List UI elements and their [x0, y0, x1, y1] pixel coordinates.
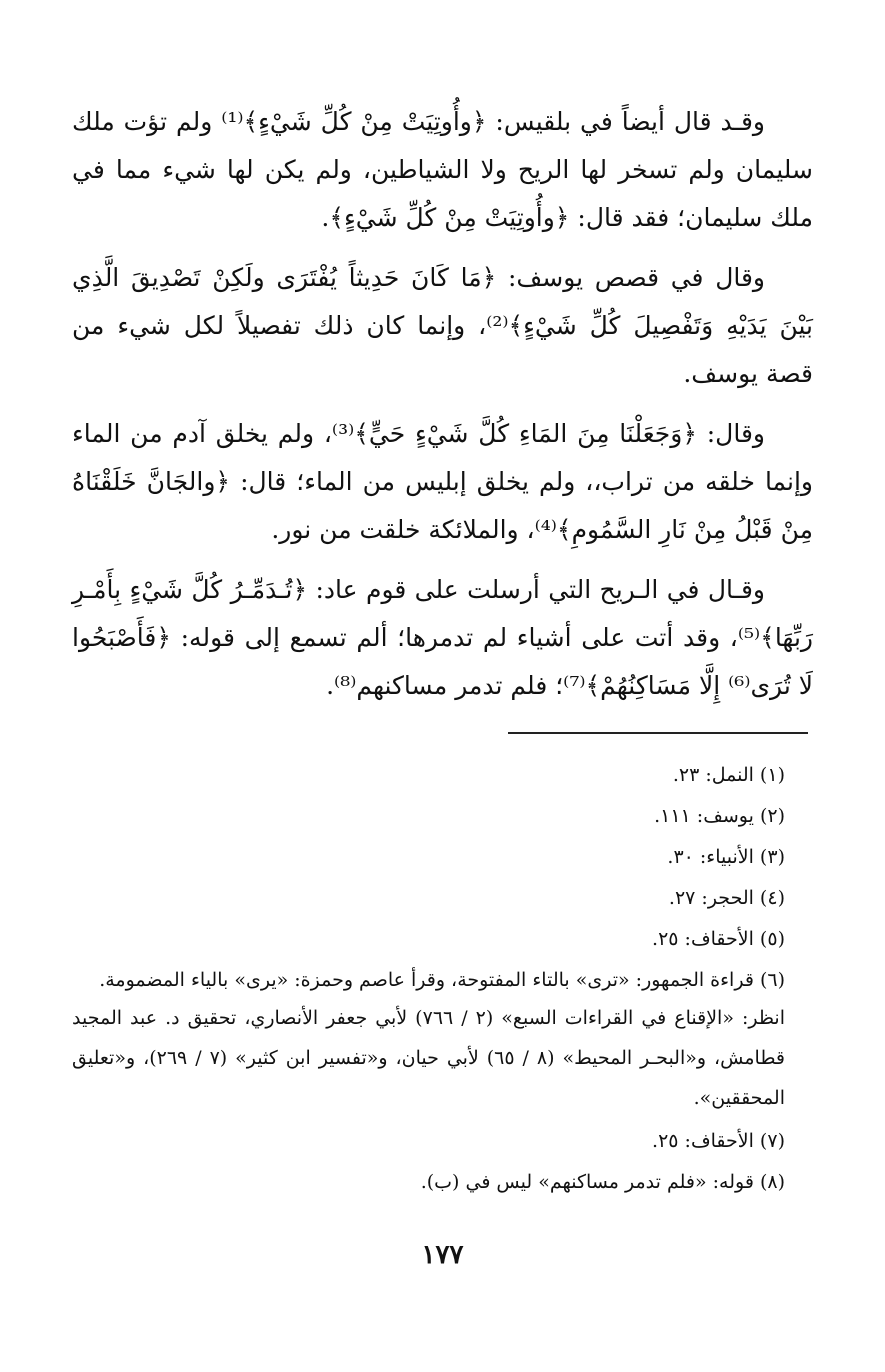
footnote-6: (٦) قراءة الجمهور: «ترى» بالتاء المفتوحة، وقرأ عاصم وحمزة: «يرى» بالياء المضمومة. — [99, 969, 785, 991]
footnote-1: (١) النمل: ٢٣. — [672, 764, 785, 786]
main-text — [72, 98, 813, 722]
page-number: ١٧٧ — [421, 1240, 464, 1270]
footnotes — [72, 758, 785, 1206]
paragraph-1: وقـد قال أيضاً في بلقيس: ﴿وأُوتِيَتْ مِنْ كُلِّ شَيْءٍ﴾⁽¹⁾ ولم تؤت ملك سليمان ولم تسخر لها الريح ولا الشياطين، ولم يكن لها شيء مما في ملك سليمان؛ فقد قال: ﴿وأُوتِيَتْ مِنْ كُلِّ شَيْءٍ﴾. — [72, 107, 813, 232]
footnote-5: (٥) الأحقاف: ٢٥. — [652, 928, 785, 950]
footnote-7: (٧) الأحقاف: ٢٥. — [652, 1130, 785, 1152]
paragraph-4: وقـال في الـريح التي أرسلت على قوم عاد: ﴿تُـدَمِّـرُ كُلَّ شَيْءٍ بِأَمْـرِ رَبِّهَا﴾⁽⁵⁾، وقد أتت على أشياء لم تدمرها؛ ألم تسمع إلى قوله: ﴿فَأَصْبَحُوا لَا تُرَى⁽⁶⁾ إِلَّا مَسَاكِنُهُمْ﴾⁽⁷⁾؛ فلم تدمر مساكنهم⁽⁸⁾. — [72, 575, 813, 700]
footnote-separator — [508, 732, 808, 734]
footnote-8: (٨) قوله: «فلم تدمر مساكنهم» ليس في (ب). — [420, 1171, 785, 1193]
paragraph-2: وقال في قصص يوسف: ﴿مَا كَانَ حَدِيثاً يُفْتَرَى ولَكِنْ تَصْدِيقَ الَّذِي بَيْنَ يَدَيْهِ وَتَفْصِيلَ كُلِّ شَيْءٍ﴾⁽²⁾، وإنما كان ذلك تفصيلاً لكل شيء من قصة يوسف. — [72, 263, 813, 388]
footnote-3: (٣) الأنبياء: ٣٠. — [667, 846, 785, 868]
footnote-4: (٤) الحجر: ٢٧. — [668, 887, 785, 909]
footnote-2: (٢) يوسف: ١١١. — [654, 805, 785, 827]
footnote-6-reference: انظر: «الإقناع في القراءات السبع» (٢ / ٧٦٦) لأبي جعفر الأنصاري، تحقيق د. عبد المجيد قطامش، و«البحـر المحيط» (٨ / ٦٥) لأبي حيان، و«تفسير ابن كثير» (٧ / ٢٦٩)، و«تعليق المحققين». — [72, 1007, 785, 1109]
paragraph-3: وقال: ﴿وَجَعَلْنَا مِنَ المَاءِ كُلَّ شَيْءٍ حَيٍّ﴾⁽³⁾، ولم يخلق آدم من الماء وإنما خلقه من تراب،، ولم يخلق إبليس من الماء؛ قال: ﴿والجَانَّ خَلَقْنَاهُ مِنْ قَبْلُ مِنْ نَارِ السَّمُومِ﴾⁽⁴⁾، والملائكة خلقت من نور. — [72, 419, 813, 544]
